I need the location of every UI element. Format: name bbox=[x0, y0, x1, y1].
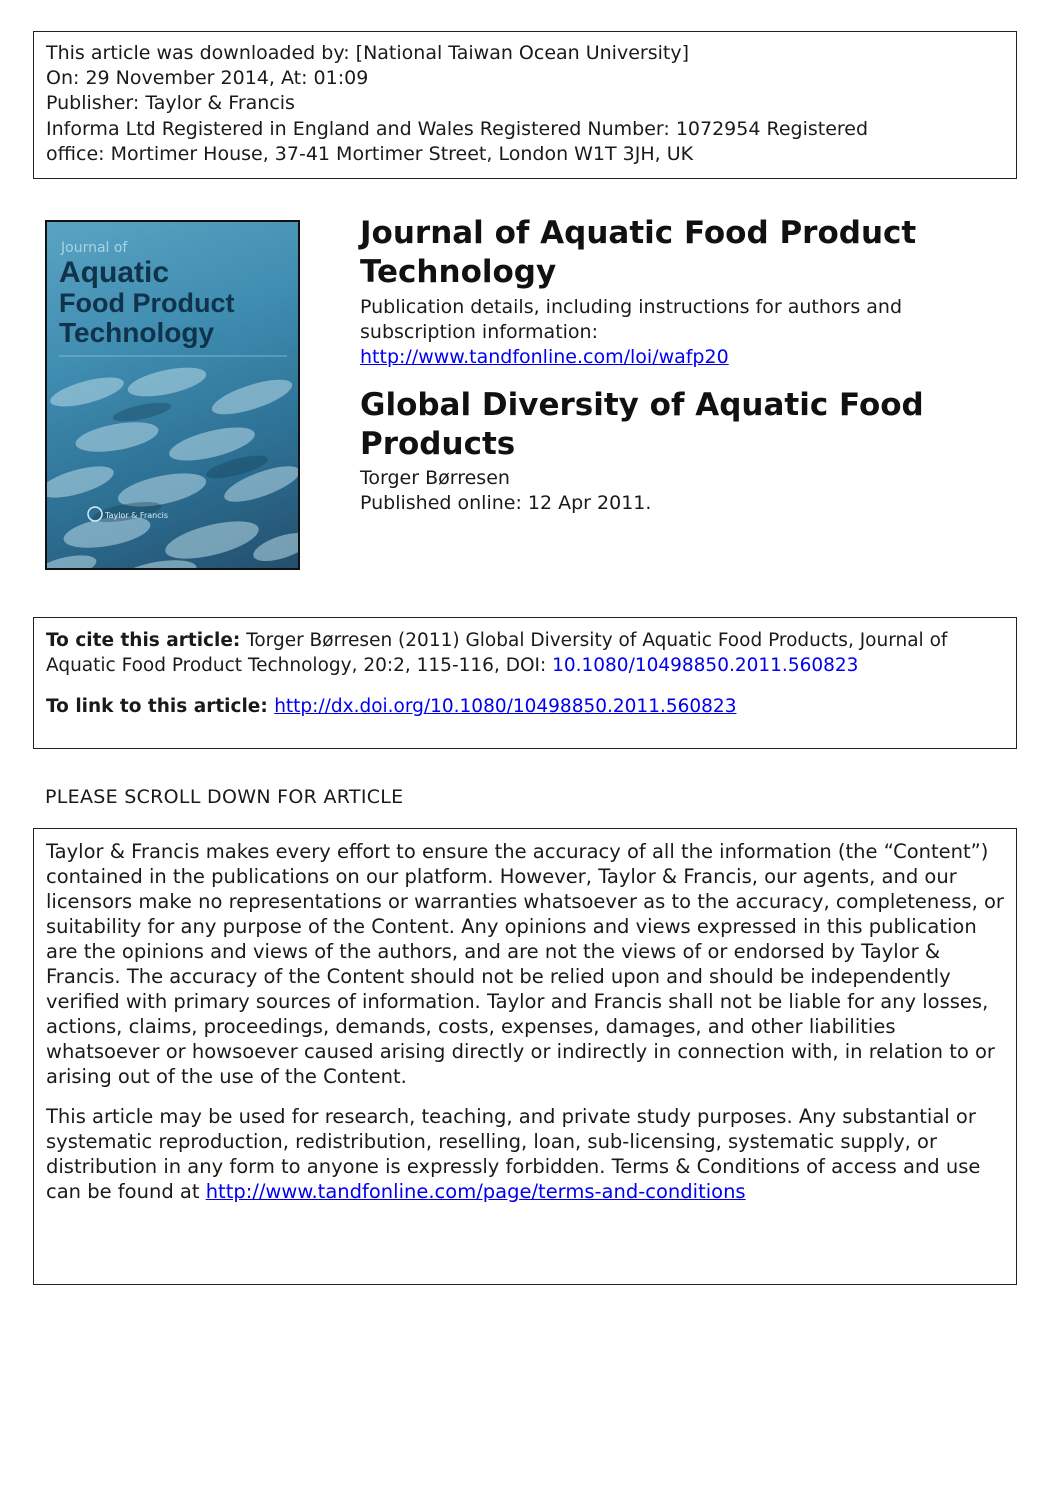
cover-title-line-2: Food Product bbox=[59, 288, 235, 318]
article-author: Torger Børresen bbox=[360, 467, 510, 489]
citation-box bbox=[33, 617, 1017, 749]
download-line-3: Publisher: Taylor & Francis bbox=[46, 92, 295, 115]
disclaimer-box bbox=[33, 828, 1017, 1285]
journal-cover-image bbox=[45, 220, 300, 570]
cite-label: To cite this article: bbox=[46, 630, 241, 651]
published-date: Published online: 12 Apr 2011. bbox=[360, 492, 652, 514]
fish-school-illustration bbox=[47, 362, 300, 570]
doi-link[interactable]: 10.1080/10498850.2011.560823 bbox=[552, 655, 859, 676]
article-title: Global Diversity of Aquatic Food Products bbox=[360, 387, 924, 462]
download-line-2: On: 29 November 2014, At: 01:09 bbox=[46, 67, 369, 90]
journal-title: Journal of Aquatic Food Product Technology bbox=[360, 215, 917, 290]
download-line-1: This article was downloaded by: [National Taiwan Ocean University] bbox=[46, 42, 689, 64]
download-line-5: office: Mortimer House, 37-41 Mortimer Street, London W1T 3JH, UK bbox=[46, 142, 694, 165]
download-line-4: Informa Ltd Registered in England and Wales Registered Number: 1072954 Registered bbox=[46, 117, 869, 140]
article-url-link[interactable]: http://dx.doi.org/10.1080/10498850.2011.560823 bbox=[274, 696, 737, 717]
scroll-down-notice: PLEASE SCROLL DOWN FOR ARTICLE bbox=[45, 786, 404, 808]
cover-title-small: Journal of bbox=[61, 240, 128, 256]
cite-text: Torger Børresen (2011) Global Diversity of Aquatic Food Products, Journal of Aquatic Food Product Technology, 20:2, 115-116, DOI: bbox=[46, 630, 948, 676]
publication-details: Publication details, including instructions for authors and subscription information: bbox=[360, 296, 903, 343]
cover-artwork bbox=[47, 222, 300, 570]
cite-row bbox=[46, 628, 1004, 678]
cover-title-line-3: Technology bbox=[59, 317, 215, 348]
disclaimer-paragraph-2 bbox=[46, 1104, 1004, 1204]
cover-publisher-logo: Taylor & Francis bbox=[105, 511, 168, 520]
article-link-row bbox=[46, 694, 1004, 719]
terms-conditions-link[interactable]: http://www.tandfonline.com/page/terms-and-conditions bbox=[205, 1180, 746, 1203]
journal-url-link[interactable]: http://www.tandfonline.com/loi/wafp20 bbox=[360, 346, 729, 368]
download-info-box bbox=[33, 31, 1017, 179]
link-label: To link to this article: bbox=[46, 696, 275, 717]
cover-title-line-1: Aquatic bbox=[59, 256, 170, 289]
disclaimer-paragraph-1: Taylor & Francis makes every effort to ensure the accuracy of all the information (the “Content”) contained in the publications on our platform. However, Taylor & Francis, our agents, and our licensors make no representations or warranties whatsoever as to the accuracy, completeness, or suitability for any purpose of the Content. Any opinions and views expressed in this publication are the opinions and views of the authors, and are not the views of or endorsed by Taylor & Francis. The accuracy of the Content should not be relied upon and should be independently verified with primary sources of information. Taylor and Francis shall not be liable for any losses, actions, claims, proceedings, demands, costs, expenses, damages, and other liabilities whatsoever or howsoever caused arising directly or indirectly in connection with, in relation to or arising out of the use of the Content. bbox=[46, 840, 1004, 1088]
disclaimer-paragraph-2-text: This article may be used for research, teaching, and private study purposes. Any substantial or systematic reproduction, redistribution, reselling, loan, sub-licensing, systematic supply, or distribution in any form to anyone is expressly forbidden. Terms & Conditions of access and use can be found at bbox=[46, 1105, 981, 1203]
